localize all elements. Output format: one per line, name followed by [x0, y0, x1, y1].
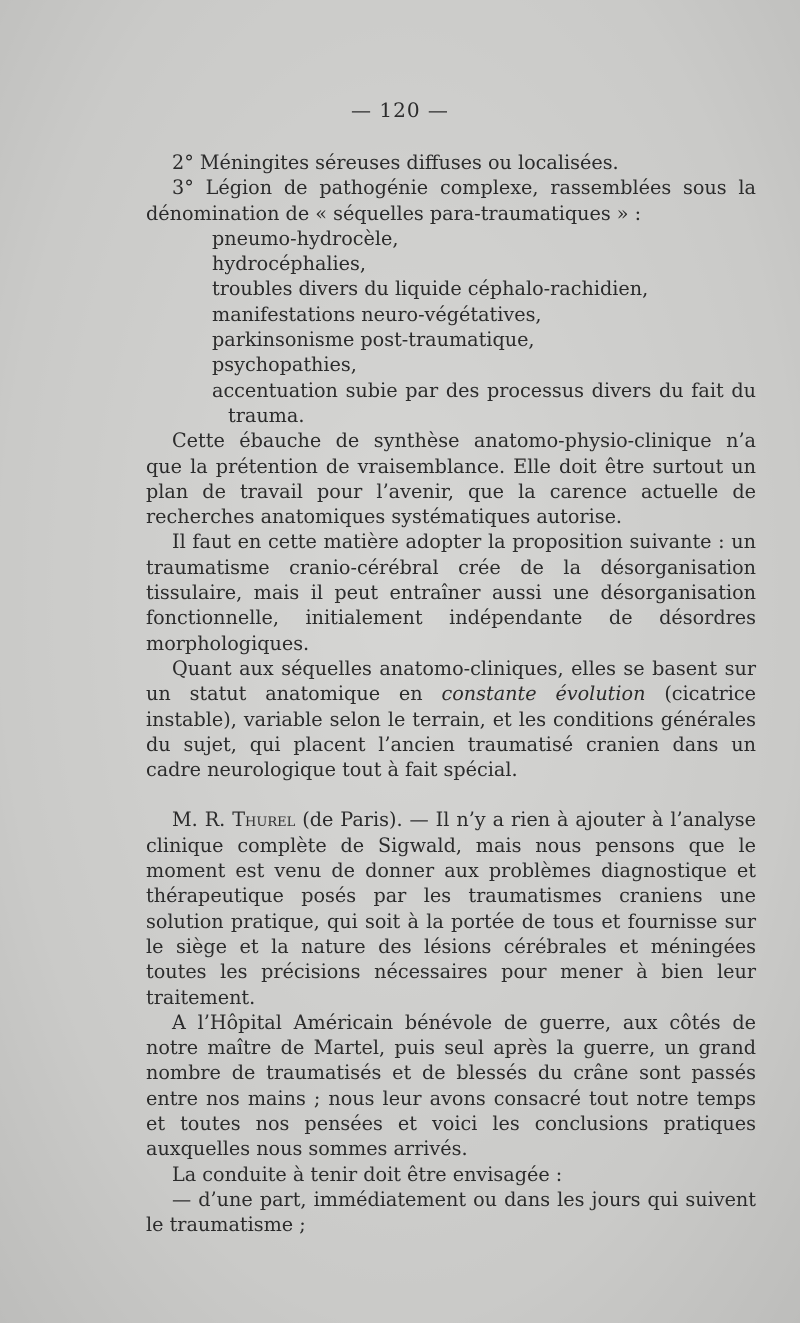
paragraph-dune-part: — d’une part, immédiatement ou dans les jours qui suivent le traumatisme ;: [146, 1187, 756, 1237]
paragraph-synthese: Cette ébauche de synthèse anatomo-physio-clinique n’a que la prétention de vraisemblance. Elle doit être surtout un plan de travail pour l’avenir, que la carence actuelle de recherches anatomiques systématiques autorise.: [146, 429, 756, 529]
list-item: hydrocéphalies,: [212, 252, 366, 276]
paragraph-hopital: A l’Hôpital Américain bénévole de guerre, aux côtés de notre maître de Martel, puis seul après la guerre, un grand nombre de traumatisés et de blessés du crâne sont passés entre nos mains ; nous leur avons consacré tout notre temps et toutes nos pensées et voici les conclusions pratiques auxquelles nous sommes arrivés.: [146, 1010, 756, 1161]
list-item: parkinsonisme post-traumatique,: [212, 328, 535, 352]
list-item: manifestations neuro-végétatives,: [212, 302, 542, 326]
list-item: troubles divers du liquide céphalo-rachidien,: [212, 277, 649, 301]
sequelae-list: [146, 226, 756, 428]
section-gap: [146, 782, 756, 807]
page-number: — 120 —: [351, 98, 449, 122]
paragraph-conduite: La conduite à tenir doit être envisagée :: [172, 1162, 563, 1186]
speaker-prefix: M. R.: [172, 808, 233, 832]
text-run: (de Paris). — Il n’y a rien à ajouter à l’analyse clinique complète de Sigwald, mais nous pensons que le moment est venu de donner aux problèmes diagnostique et thérapeutique posés par les traumatismes craniens une solution pratique, qui soit à la portée de tous et fournisse sur le siège et la nature des lésions cérébrales et méningées toutes les précisions nécessaires pour mener à bien leur traitement.: [146, 808, 756, 1009]
list-item: accentuation subie par des processus divers du fait du trauma.: [212, 378, 756, 427]
text-run: Quant aux séquelles anatomo-cliniques, elles se basent sur un statut anatomique en: [146, 656, 756, 706]
paragraph-sequelles: [146, 656, 756, 782]
list-item: psychopathies,: [212, 353, 357, 377]
text-run: (cicatrice instable), variable selon le terrain, et les conditions générales du sujet, qui placent l’ancien traumatisé cranien dans un cadre neurologique tout à fait spécial.: [146, 682, 756, 782]
speaker-name: Thurel: [232, 808, 296, 832]
paragraph-thurel: [146, 807, 756, 1009]
paragraph-meningites: 2° Méningites séreuses diffuses ou localisées.: [172, 151, 619, 174]
page-body: [146, 150, 756, 1237]
list-item: pneumo-hydrocèle,: [212, 226, 399, 250]
paragraph-legion: 3° Légion de pathogénie complexe, rassemblées sous la dénomination de « séquelles para-traumatiques » :: [146, 176, 756, 225]
italic-phrase: constante évolution: [441, 682, 646, 706]
paragraph-proposition: Il faut en cette matière adopter la proposition suivante : un traumatisme cranio-cérébral crée de la désorganisation tissulaire, mais il peut entraîner aussi une désorganisation fonctionnelle, initialement indépendante de désordres morphologiques.: [146, 530, 756, 655]
